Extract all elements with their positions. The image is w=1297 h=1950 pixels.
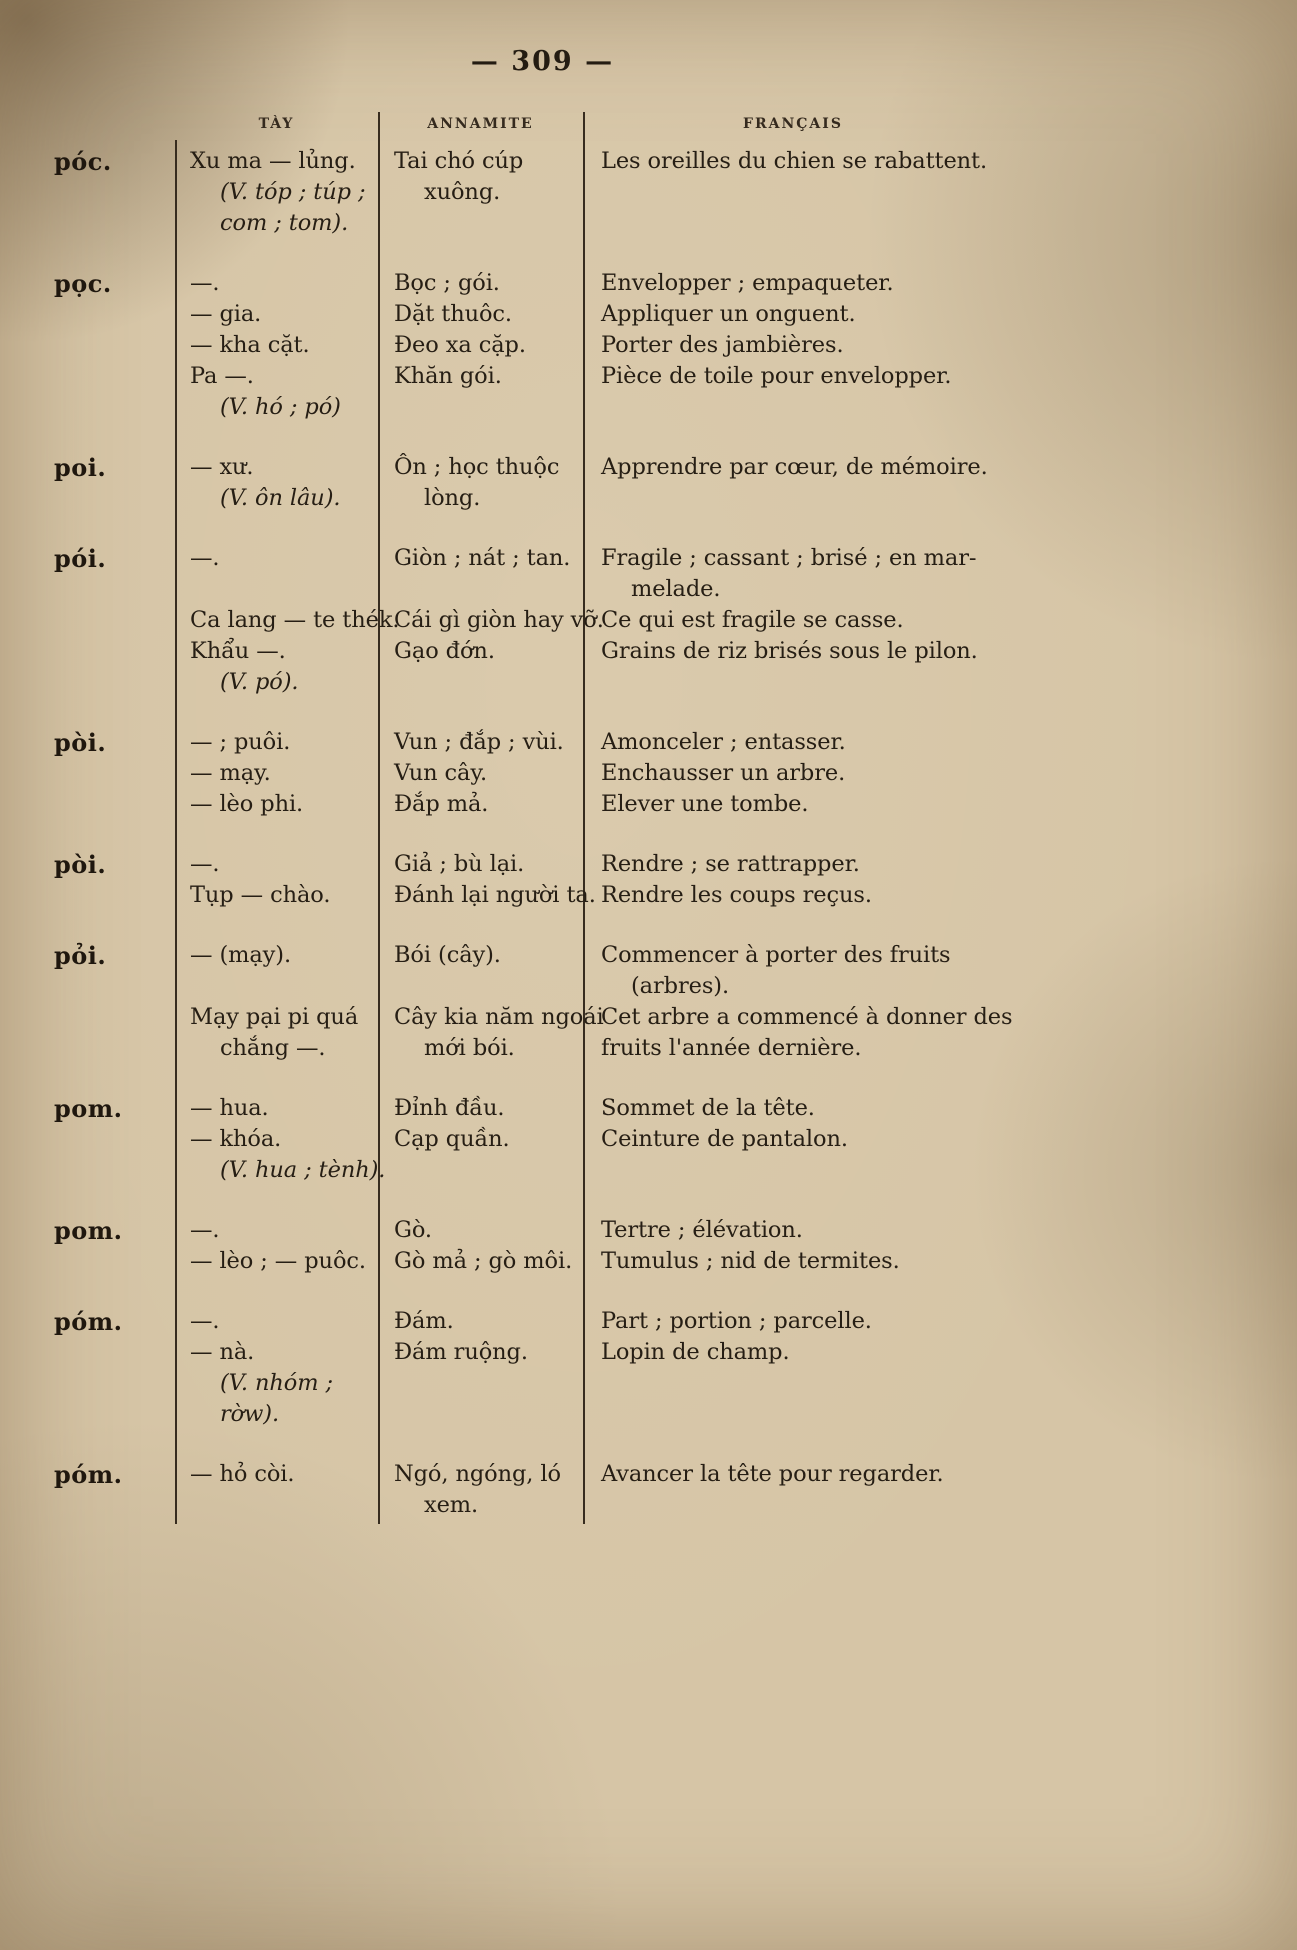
tay-cell: — nà. [190,1339,255,1365]
tay-cell: chắng —. [220,1035,326,1061]
francais-cell: Lopin de champ. [601,1339,790,1365]
entries [42,146,1062,1550]
dictionary-entry [42,727,1062,820]
table-row [175,727,1062,758]
column-header-tay: TÀY [258,116,295,132]
francais-cell: Elever une tombe. [601,791,809,817]
tay-cell: (V. tóp ; túp ; [220,179,366,205]
table-row [175,361,1062,392]
headword: pom. [54,1216,123,1245]
annamite-cell [378,971,583,1002]
francais-cell: Apprendre par cœur, de mémoire. [601,454,988,480]
dictionary-entry [42,146,1062,239]
annamite-cell [378,1368,583,1399]
francais-cell: Enchausser un arbre. [601,760,846,786]
annamite-cell: xuông. [424,179,501,205]
annamite-cell: Dặt thuôc. [394,301,512,327]
tay-cell: — khóa. [190,1126,282,1152]
francais-cell: Tumulus ; nid de termites. [601,1248,900,1274]
tay-cell: — xư. [190,454,254,480]
annamite-cell [378,574,583,605]
table-row [175,146,1062,177]
francais-cell: Les oreilles du chien se rabattent. [601,148,988,174]
tay-cell [175,1490,378,1521]
headword: pòi. [54,850,107,879]
annamite-cell [378,1155,583,1186]
tay-cell: —. [190,270,220,296]
headword: pói. [54,544,107,573]
annamite-cell: Đám. [394,1308,454,1334]
headword: pỏi. [54,941,107,970]
tay-cell: —. [190,851,220,877]
tay-cell: (V. nhóm ; [220,1370,333,1396]
francais-cell [583,1490,1062,1521]
annamite-cell: xem. [424,1492,479,1518]
tay-cell: (V. pó). [220,669,299,695]
table-row [175,1337,1062,1368]
tay-cell: (V. ôn lâu). [220,485,341,511]
tay-cell: (V. hua ; tènh). [220,1157,386,1183]
table-row [175,483,1062,514]
francais-cell [583,667,1062,698]
column-header-annamite: ANNAMITE [427,116,534,132]
table-row [175,971,1062,1002]
column-header-francais: FRANÇAIS [743,116,843,132]
dictionary-entry [42,940,1062,1064]
tay-cell: — mạy. [190,760,271,786]
francais-cell: fruits l'année dernière. [601,1035,862,1061]
francais-cell: Fragile ; cassant ; brisé ; en mar- [601,545,977,571]
francais-cell: Part ; portion ; parcelle. [601,1308,872,1334]
headword: póc. [54,147,112,176]
table-row [175,605,1062,636]
annamite-cell: Ôn ; học thuộc [394,454,560,480]
table-row [175,880,1062,911]
headword: póm. [54,1460,123,1489]
table-row [175,1002,1062,1033]
tay-cell: —. [190,1308,220,1334]
francais-cell: Appliquer un onguent. [601,301,856,327]
francais-cell: Porter des jambières. [601,332,844,358]
tay-cell [175,971,378,1002]
annamite-cell: Gạo đớn. [394,638,495,664]
page-number: — 309 — [470,46,615,77]
annamite-cell: Gò. [394,1217,432,1243]
annamite-cell: Khăn gói. [394,363,502,389]
francais-cell [583,177,1062,208]
headword: póm. [54,1307,123,1336]
headword: pòi. [54,728,107,757]
annamite-cell: Vun cây. [394,760,488,786]
table-row [175,1215,1062,1246]
tay-cell: com ; tom). [220,210,349,236]
annamite-cell: Giòn ; nát ; tan. [394,545,571,571]
dictionary-entry [42,543,1062,698]
francais-cell: (arbres). [631,973,729,999]
tay-cell: — hỏ còi. [190,1461,295,1487]
tay-cell: —. [190,1217,220,1243]
tay-cell: — kha cặt. [190,332,310,358]
table-row [175,1124,1062,1155]
tay-cell: — lèo phi. [190,791,304,817]
francais-cell: Tertre ; élévation. [601,1217,803,1243]
annamite-cell: Đánh lại người ta. [394,882,596,908]
francais-cell: Rendre les coups reçus. [601,882,872,908]
table-row [175,1093,1062,1124]
headword: pom. [54,1094,123,1123]
table-row [175,208,1062,239]
tay-cell: Khẩu —. [190,638,286,664]
francais-cell [583,1399,1062,1430]
francais-cell: Cet arbre a commencé à donner des [601,1004,1013,1030]
francais-cell [583,1155,1062,1186]
dictionary-entry [42,452,1062,514]
tay-cell: Pa —. [190,363,254,389]
tay-cell: —. [190,545,220,571]
table-row [175,1368,1062,1399]
annamite-cell: Cạp quần. [394,1126,510,1152]
table-row [175,299,1062,330]
headword: poi. [54,453,107,482]
tay-cell: — (mạy). [190,942,292,968]
francais-cell [583,392,1062,423]
annamite-cell [378,667,583,698]
francais-cell [583,208,1062,239]
table-row [175,330,1062,361]
table-row [175,789,1062,820]
headword: pọc. [54,269,112,298]
table-row [175,667,1062,698]
francais-cell: Ceinture de pantalon. [601,1126,848,1152]
dictionary-entry [42,1093,1062,1186]
dictionary-entry [42,1306,1062,1430]
annamite-cell: Cây kia năm ngoái [394,1004,604,1030]
francais-cell: Commencer à porter des fruits [601,942,951,968]
annamite-cell: Bói (cây). [394,942,501,968]
annamite-cell: lòng. [424,485,481,511]
annamite-cell: Tai chó cúp [394,148,524,174]
table-row [175,1033,1062,1064]
table-row [175,849,1062,880]
tay-cell: rờw). [220,1401,279,1427]
table-row [175,1490,1062,1521]
dictionary-entry [42,1215,1062,1277]
table-row [175,1155,1062,1186]
annamite-cell: Đắp mả. [394,791,489,817]
table-row [175,574,1062,605]
tay-cell: Mạy pại pi quá [190,1004,359,1030]
tay-cell: (V. hó ; pó) [220,394,341,420]
table-row [175,543,1062,574]
tay-cell: — gia. [190,301,262,327]
francais-cell [583,1368,1062,1399]
annamite-cell: Đám ruộng. [394,1339,528,1365]
annamite-cell [378,1399,583,1430]
table-row [175,392,1062,423]
francais-cell: Grains de riz brisés sous le pilon. [601,638,978,664]
table-row [175,636,1062,667]
table-row [175,1246,1062,1277]
table-row [175,1399,1062,1430]
francais-cell: Amonceler ; entasser. [601,729,846,755]
tay-cell [175,574,378,605]
table-row [175,268,1062,299]
tay-cell: — lèo ; — puôc. [190,1248,366,1274]
francais-cell: Avancer la tête pour regarder. [601,1461,944,1487]
tay-cell: Ca lang — te thék. [190,607,400,633]
annamite-cell: Cái gì giòn hay vỡ. [394,607,604,633]
francais-cell: Pièce de toile pour envelopper. [601,363,952,389]
annamite-cell: Đỉnh đầu. [394,1095,505,1121]
dictionary-entry [42,268,1062,423]
tay-cell: — ; puôi. [190,729,291,755]
francais-cell [583,483,1062,514]
francais-cell: Envelopper ; empaqueter. [601,270,894,296]
annamite-cell [378,392,583,423]
table-row [175,1459,1062,1490]
francais-cell: Ce qui est fragile se casse. [601,607,904,633]
francais-cell: Sommet de la tête. [601,1095,815,1121]
tay-cell: Xu ma — lủng. [190,148,356,174]
annamite-cell: Vun ; đắp ; vùi. [394,729,564,755]
annamite-cell: Đeo xa cặp. [394,332,526,358]
table-row [175,940,1062,971]
francais-cell: melade. [631,576,721,602]
annamite-cell: Bọc ; gói. [394,270,500,296]
tay-cell: — hua. [190,1095,269,1121]
annamite-cell: Ngó, ngóng, ló [394,1461,561,1487]
annamite-cell: mới bói. [424,1035,515,1061]
annamite-cell [378,208,583,239]
dictionary-entry [42,1459,1062,1521]
annamite-cell: Gò mả ; gò môi. [394,1248,573,1274]
table-row [175,452,1062,483]
table-row [175,1306,1062,1337]
francais-cell: Rendre ; se rattrapper. [601,851,860,877]
annamite-cell: Giả ; bù lại. [394,851,525,877]
table-row [175,177,1062,208]
tay-cell: Tụp — chào. [190,882,331,908]
dictionary-entry [42,849,1062,911]
table-row [175,758,1062,789]
